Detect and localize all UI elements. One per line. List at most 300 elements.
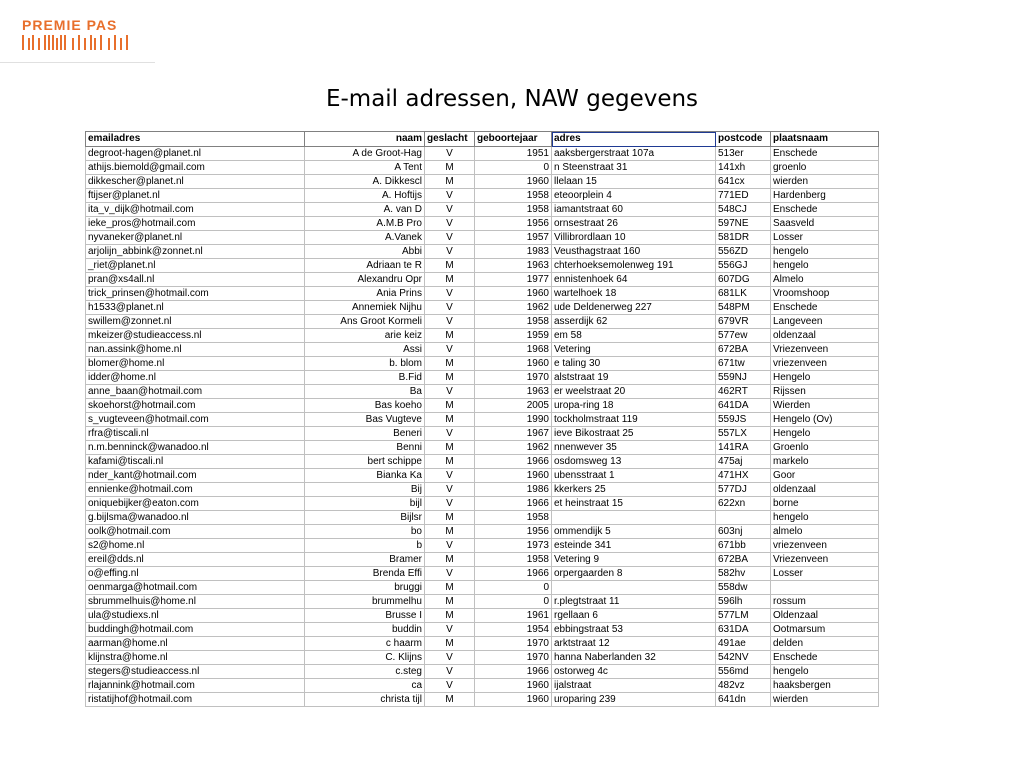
cell-adres[interactable]: ommendijk 5 bbox=[552, 525, 716, 539]
cell-plaatsnaam[interactable]: vriezenveen bbox=[771, 539, 879, 553]
cell-geboortejaar[interactable]: 1986 bbox=[475, 483, 552, 497]
cell-adres[interactable]: Vetering 9 bbox=[552, 553, 716, 567]
cell-geslacht[interactable]: M bbox=[425, 525, 475, 539]
table-row bbox=[86, 609, 879, 623]
cell-emailadres[interactable]: arjolijn_abbink@zonnet.nl bbox=[86, 245, 305, 259]
cell-postcode[interactable]: 577LM bbox=[716, 609, 771, 623]
cell-emailadres[interactable]: rlajannink@hotmail.com bbox=[86, 679, 305, 693]
cell-emailadres[interactable]: mkeizer@studieaccess.nl bbox=[86, 329, 305, 343]
cell-geslacht[interactable]: V bbox=[425, 203, 475, 217]
cell-emailadres[interactable]: blomer@home.nl bbox=[86, 357, 305, 371]
cell-adres[interactable]: alststraat 19 bbox=[552, 371, 716, 385]
cell-geslacht[interactable]: M bbox=[425, 175, 475, 189]
cell-emailadres[interactable]: buddingh@hotmail.com bbox=[86, 623, 305, 637]
cell-plaatsnaam[interactable]: Ootmarsum bbox=[771, 623, 879, 637]
cell-geboortejaar[interactable]: 1960 bbox=[475, 693, 552, 707]
cell-naam[interactable]: Alexandru Opr bbox=[305, 273, 425, 287]
cell-naam[interactable]: Bij bbox=[305, 483, 425, 497]
cell-geboortejaar[interactable]: 1962 bbox=[475, 441, 552, 455]
cell-emailadres[interactable]: g.bijlsma@wanadoo.nl bbox=[86, 511, 305, 525]
cell-geboortejaar[interactable]: 1973 bbox=[475, 539, 552, 553]
cell-adres[interactable]: et heinstraat 15 bbox=[552, 497, 716, 511]
cell-postcode[interactable]: 141xh bbox=[716, 161, 771, 175]
cell-adres[interactable]: ubensstraat 1 bbox=[552, 469, 716, 483]
cell-naam[interactable]: arie keiz bbox=[305, 329, 425, 343]
cell-plaatsnaam[interactable]: Groenlo bbox=[771, 441, 879, 455]
cell-geslacht[interactable]: V bbox=[425, 343, 475, 357]
slide-title: E-mail adressen, NAW gegevens bbox=[325, 86, 699, 112]
cell-adres[interactable]: hanna Naberlanden 32 bbox=[552, 651, 716, 665]
cell-emailadres[interactable]: oolk@hotmail.com bbox=[86, 525, 305, 539]
cell-geboortejaar[interactable]: 1970 bbox=[475, 637, 552, 651]
cell-postcode[interactable]: 513er bbox=[716, 147, 771, 161]
cell-postcode[interactable]: 475aj bbox=[716, 455, 771, 469]
cell-adres[interactable]: aaksbergerstraat 107a bbox=[552, 147, 716, 161]
cell-postcode[interactable]: 672BA bbox=[716, 553, 771, 567]
cell-geboortejaar[interactable]: 1970 bbox=[475, 651, 552, 665]
cell-plaatsnaam[interactable]: oldenzaal bbox=[771, 329, 879, 343]
cell-naam[interactable]: A.Vanek bbox=[305, 231, 425, 245]
cell-adres[interactable]: asserdijk 62 bbox=[552, 315, 716, 329]
cell-naam[interactable]: A Tent bbox=[305, 161, 425, 175]
table-row bbox=[86, 175, 879, 189]
cell-geboortejaar[interactable]: 1959 bbox=[475, 329, 552, 343]
cell-postcode[interactable]: 482vz bbox=[716, 679, 771, 693]
cell-emailadres[interactable]: idder@home.nl bbox=[86, 371, 305, 385]
cell-geslacht[interactable]: V bbox=[425, 497, 475, 511]
cell-emailadres[interactable]: oenmarga@hotmail.com bbox=[86, 581, 305, 595]
cell-emailadres[interactable]: o@effing.nl bbox=[86, 567, 305, 581]
cell-geslacht[interactable]: M bbox=[425, 413, 475, 427]
cell-emailadres[interactable]: nder_kant@hotmail.com bbox=[86, 469, 305, 483]
cell-adres[interactable]: Veusthagstraat 160 bbox=[552, 245, 716, 259]
cell-geslacht[interactable]: M bbox=[425, 259, 475, 273]
cell-geboortejaar[interactable]: 1963 bbox=[475, 385, 552, 399]
cell-geslacht[interactable]: M bbox=[425, 357, 475, 371]
cell-geboortejaar[interactable]: 1958 bbox=[475, 189, 552, 203]
cell-emailadres[interactable]: skoehorst@hotmail.com bbox=[86, 399, 305, 413]
cell-adres[interactable]: eteoorplein 4 bbox=[552, 189, 716, 203]
cell-plaatsnaam[interactable]: hengelo bbox=[771, 511, 879, 525]
cell-naam[interactable]: bruggi bbox=[305, 581, 425, 595]
cell-adres[interactable]: ornsestraat 26 bbox=[552, 217, 716, 231]
cell-adres[interactable]: orpergaarden 8 bbox=[552, 567, 716, 581]
cell-geslacht[interactable]: V bbox=[425, 483, 475, 497]
cell-postcode[interactable]: 542NV bbox=[716, 651, 771, 665]
cell-geboortejaar[interactable]: 1957 bbox=[475, 231, 552, 245]
cell-geboortejaar[interactable]: 1967 bbox=[475, 427, 552, 441]
cell-geboortejaar[interactable]: 1990 bbox=[475, 413, 552, 427]
cell-naam[interactable]: buddin bbox=[305, 623, 425, 637]
cell-naam[interactable]: c haarm bbox=[305, 637, 425, 651]
cell-emailadres[interactable]: anne_baan@hotmail.com bbox=[86, 385, 305, 399]
col-header-adres[interactable]: adres bbox=[552, 132, 716, 147]
cell-postcode[interactable]: 679VR bbox=[716, 315, 771, 329]
cell-naam[interactable]: A. van D bbox=[305, 203, 425, 217]
cell-adres[interactable]: ostorweg 4c bbox=[552, 665, 716, 679]
cell-plaatsnaam[interactable]: delden bbox=[771, 637, 879, 651]
cell-adres[interactable]: osdomsweg 13 bbox=[552, 455, 716, 469]
cell-geboortejaar[interactable]: 1966 bbox=[475, 497, 552, 511]
cell-adres[interactable]: ijalstraat bbox=[552, 679, 716, 693]
cell-plaatsnaam[interactable]: Hardenberg bbox=[771, 189, 879, 203]
cell-naam[interactable]: c.steg bbox=[305, 665, 425, 679]
cell-emailadres[interactable]: ita_v_dijk@hotmail.com bbox=[86, 203, 305, 217]
cell-emailadres[interactable]: trick_prinsen@hotmail.com bbox=[86, 287, 305, 301]
cell-emailadres[interactable]: _riet@planet.nl bbox=[86, 259, 305, 273]
cell-postcode[interactable]: 596lh bbox=[716, 595, 771, 609]
cell-emailadres[interactable]: nyvaneker@planet.nl bbox=[86, 231, 305, 245]
col-header-naam[interactable]: naam bbox=[305, 132, 425, 147]
cell-emailadres[interactable]: kafami@tiscali.nl bbox=[86, 455, 305, 469]
cell-adres[interactable]: er weelstraat 20 bbox=[552, 385, 716, 399]
cell-geboortejaar[interactable]: 0 bbox=[475, 595, 552, 609]
cell-naam[interactable]: Bas Vugteve bbox=[305, 413, 425, 427]
cell-plaatsnaam[interactable]: almelo bbox=[771, 525, 879, 539]
cell-geboortejaar[interactable]: 1960 bbox=[475, 469, 552, 483]
cell-postcode[interactable]: 641DA bbox=[716, 399, 771, 413]
cell-naam[interactable]: ca bbox=[305, 679, 425, 693]
cell-emailadres[interactable]: nan.assink@home.nl bbox=[86, 343, 305, 357]
cell-emailadres[interactable]: swillem@zonnet.nl bbox=[86, 315, 305, 329]
cell-geboortejaar[interactable]: 1966 bbox=[475, 455, 552, 469]
cell-postcode[interactable]: 471HX bbox=[716, 469, 771, 483]
cell-geslacht[interactable]: V bbox=[425, 287, 475, 301]
cell-geslacht[interactable]: M bbox=[425, 693, 475, 707]
cell-postcode[interactable]: 548CJ bbox=[716, 203, 771, 217]
table-row bbox=[86, 161, 879, 175]
cell-adres[interactable]: uropa-ring 18 bbox=[552, 399, 716, 413]
cell-geboortejaar[interactable]: 1968 bbox=[475, 343, 552, 357]
cell-emailadres[interactable]: ieke_pros@hotmail.com bbox=[86, 217, 305, 231]
cell-plaatsnaam[interactable]: Enschede bbox=[771, 301, 879, 315]
table-row bbox=[86, 455, 879, 469]
cell-geslacht[interactable]: M bbox=[425, 455, 475, 469]
cell-geslacht[interactable]: V bbox=[425, 217, 475, 231]
cell-adres[interactable]: r.plegtstraat 11 bbox=[552, 595, 716, 609]
cell-naam[interactable]: Bas koeho bbox=[305, 399, 425, 413]
cell-adres[interactable] bbox=[552, 511, 716, 525]
cell-plaatsnaam[interactable]: Oldenzaal bbox=[771, 609, 879, 623]
cell-geboortejaar[interactable]: 1954 bbox=[475, 623, 552, 637]
cell-adres[interactable]: arktstraat 12 bbox=[552, 637, 716, 651]
cell-naam[interactable]: Beneri bbox=[305, 427, 425, 441]
cell-plaatsnaam[interactable]: Vriezenveen bbox=[771, 343, 879, 357]
cell-naam[interactable]: B.Fid bbox=[305, 371, 425, 385]
cell-postcode[interactable]: 462RT bbox=[716, 385, 771, 399]
cell-naam[interactable]: b. blom bbox=[305, 357, 425, 371]
cell-emailadres[interactable]: n.m.benninck@wanadoo.nl bbox=[86, 441, 305, 455]
cell-postcode[interactable]: 577DJ bbox=[716, 483, 771, 497]
cell-geslacht[interactable]: M bbox=[425, 637, 475, 651]
cell-adres[interactable]: chterhoeksemolenweg 191 bbox=[552, 259, 716, 273]
cell-plaatsnaam[interactable]: hengelo bbox=[771, 665, 879, 679]
cell-postcode[interactable]: 491ae bbox=[716, 637, 771, 651]
cell-geslacht[interactable]: V bbox=[425, 385, 475, 399]
cell-geslacht[interactable]: M bbox=[425, 329, 475, 343]
cell-postcode[interactable]: 548PM bbox=[716, 301, 771, 315]
cell-adres[interactable] bbox=[552, 581, 716, 595]
cell-postcode[interactable]: 559NJ bbox=[716, 371, 771, 385]
cell-naam[interactable]: A.M.B Pro bbox=[305, 217, 425, 231]
cell-geslacht[interactable]: V bbox=[425, 651, 475, 665]
cell-geboortejaar[interactable]: 1970 bbox=[475, 371, 552, 385]
header-row bbox=[86, 132, 879, 147]
cell-geboortejaar[interactable]: 1966 bbox=[475, 665, 552, 679]
cell-adres[interactable]: nnenwever 35 bbox=[552, 441, 716, 455]
header-divider bbox=[0, 62, 155, 63]
cell-geboortejaar[interactable]: 1962 bbox=[475, 301, 552, 315]
cell-adres[interactable]: Villibrordlaan 10 bbox=[552, 231, 716, 245]
cell-postcode[interactable]: 641dn bbox=[716, 693, 771, 707]
cell-adres[interactable]: Vetering bbox=[552, 343, 716, 357]
cell-geslacht[interactable]: V bbox=[425, 189, 475, 203]
cell-plaatsnaam[interactable]: Vroomshoop bbox=[771, 287, 879, 301]
cell-geslacht[interactable]: V bbox=[425, 679, 475, 693]
cell-geslacht[interactable]: V bbox=[425, 539, 475, 553]
cell-geboortejaar[interactable]: 1983 bbox=[475, 245, 552, 259]
col-header-postcode[interactable]: postcode bbox=[716, 132, 771, 147]
cell-plaatsnaam[interactable]: Enschede bbox=[771, 147, 879, 161]
cell-naam[interactable]: Benni bbox=[305, 441, 425, 455]
cell-plaatsnaam[interactable]: Rijssen bbox=[771, 385, 879, 399]
cell-plaatsnaam[interactable]: haaksbergen bbox=[771, 679, 879, 693]
cell-naam[interactable]: Brusse I bbox=[305, 609, 425, 623]
col-header-emailadres[interactable]: emailadres bbox=[86, 132, 305, 147]
cell-geboortejaar[interactable]: 1956 bbox=[475, 217, 552, 231]
cell-geslacht[interactable]: V bbox=[425, 665, 475, 679]
cell-plaatsnaam[interactable]: rossum bbox=[771, 595, 879, 609]
cell-geslacht[interactable]: M bbox=[425, 273, 475, 287]
cell-adres[interactable]: ieve Bikostraat 25 bbox=[552, 427, 716, 441]
address-table bbox=[85, 131, 879, 707]
col-header-plaatsnaam[interactable]: plaatsnaam bbox=[771, 132, 879, 147]
cell-adres[interactable]: tockholmstraat 119 bbox=[552, 413, 716, 427]
col-header-geslacht[interactable]: geslacht bbox=[425, 132, 475, 147]
table-row bbox=[86, 385, 879, 399]
cell-postcode[interactable]: 681LK bbox=[716, 287, 771, 301]
cell-geslacht[interactable]: V bbox=[425, 427, 475, 441]
cell-plaatsnaam[interactable]: Vriezenveen bbox=[771, 553, 879, 567]
cell-naam[interactable]: A de Groot-Hag bbox=[305, 147, 425, 161]
cell-plaatsnaam[interactable]: markelo bbox=[771, 455, 879, 469]
cell-postcode[interactable]: 771ED bbox=[716, 189, 771, 203]
cell-naam[interactable]: Ania Prins bbox=[305, 287, 425, 301]
cell-geslacht[interactable]: M bbox=[425, 511, 475, 525]
cell-emailadres[interactable]: degroot-hagen@planet.nl bbox=[86, 147, 305, 161]
cell-plaatsnaam[interactable]: borne bbox=[771, 497, 879, 511]
cell-geslacht[interactable]: V bbox=[425, 469, 475, 483]
cell-geboortejaar[interactable]: 1963 bbox=[475, 259, 552, 273]
cell-postcode[interactable]: 597NE bbox=[716, 217, 771, 231]
cell-postcode[interactable]: 607DG bbox=[716, 273, 771, 287]
cell-postcode[interactable]: 603nj bbox=[716, 525, 771, 539]
table-row bbox=[86, 539, 879, 553]
cell-emailadres[interactable]: pran@xs4all.nl bbox=[86, 273, 305, 287]
cell-emailadres[interactable]: ula@studiexs.nl bbox=[86, 609, 305, 623]
cell-postcode[interactable] bbox=[716, 511, 771, 525]
cell-postcode[interactable]: 556md bbox=[716, 665, 771, 679]
cell-geboortejaar[interactable]: 0 bbox=[475, 161, 552, 175]
table-row bbox=[86, 371, 879, 385]
cell-emailadres[interactable]: ennienke@hotmail.com bbox=[86, 483, 305, 497]
cell-postcode[interactable]: 622xn bbox=[716, 497, 771, 511]
cell-geslacht[interactable]: M bbox=[425, 553, 475, 567]
cell-naam[interactable]: Annemiek Nijhu bbox=[305, 301, 425, 315]
cell-geslacht[interactable]: V bbox=[425, 301, 475, 315]
cell-adres[interactable]: kkerkers 25 bbox=[552, 483, 716, 497]
cell-postcode[interactable]: 631DA bbox=[716, 623, 771, 637]
cell-plaatsnaam[interactable]: wierden bbox=[771, 693, 879, 707]
cell-emailadres[interactable]: athijs.biemold@gmail.com bbox=[86, 161, 305, 175]
cell-plaatsnaam[interactable]: Enschede bbox=[771, 651, 879, 665]
cell-naam[interactable]: Abbi bbox=[305, 245, 425, 259]
cell-geboortejaar[interactable]: 1958 bbox=[475, 511, 552, 525]
cell-plaatsnaam[interactable]: Saasveld bbox=[771, 217, 879, 231]
logo-text: PREMIE PAS bbox=[22, 17, 118, 33]
cell-postcode[interactable]: 556GJ bbox=[716, 259, 771, 273]
cell-adres[interactable]: ude Deldenerweg 227 bbox=[552, 301, 716, 315]
cell-plaatsnaam[interactable]: Langeveen bbox=[771, 315, 879, 329]
cell-geboortejaar[interactable]: 1956 bbox=[475, 525, 552, 539]
cell-plaatsnaam[interactable]: groenlo bbox=[771, 161, 879, 175]
cell-geslacht[interactable]: M bbox=[425, 609, 475, 623]
cell-emailadres[interactable]: klijnstra@home.nl bbox=[86, 651, 305, 665]
cell-adres[interactable]: llelaan 15 bbox=[552, 175, 716, 189]
cell-emailadres[interactable]: stegers@studieaccess.nl bbox=[86, 665, 305, 679]
cell-naam[interactable]: christa tijl bbox=[305, 693, 425, 707]
cell-geboortejaar[interactable]: 0 bbox=[475, 581, 552, 595]
cell-naam[interactable]: Ba bbox=[305, 385, 425, 399]
cell-plaatsnaam[interactable]: Hengelo (Ov) bbox=[771, 413, 879, 427]
cell-naam[interactable]: Assi bbox=[305, 343, 425, 357]
cell-adres[interactable]: wartelhoek 18 bbox=[552, 287, 716, 301]
cell-naam[interactable]: Brenda Effi bbox=[305, 567, 425, 581]
cell-adres[interactable]: n Steenstraat 31 bbox=[552, 161, 716, 175]
cell-postcode[interactable]: 581DR bbox=[716, 231, 771, 245]
cell-geboortejaar[interactable]: 2005 bbox=[475, 399, 552, 413]
cell-emailadres[interactable]: rfra@tiscali.nl bbox=[86, 427, 305, 441]
cell-geboortejaar[interactable]: 1961 bbox=[475, 609, 552, 623]
cell-plaatsnaam[interactable]: Hengelo bbox=[771, 427, 879, 441]
cell-naam[interactable]: Bramer bbox=[305, 553, 425, 567]
cell-naam[interactable]: Adriaan te R bbox=[305, 259, 425, 273]
cell-plaatsnaam[interactable]: Goor bbox=[771, 469, 879, 483]
cell-emailadres[interactable]: ereil@dds.nl bbox=[86, 553, 305, 567]
cell-emailadres[interactable]: s2@home.nl bbox=[86, 539, 305, 553]
cell-geslacht[interactable]: V bbox=[425, 147, 475, 161]
cell-plaatsnaam[interactable]: wierden bbox=[771, 175, 879, 189]
cell-plaatsnaam[interactable]: Almelo bbox=[771, 273, 879, 287]
cell-plaatsnaam[interactable]: vriezenveen bbox=[771, 357, 879, 371]
cell-geboortejaar[interactable]: 1960 bbox=[475, 679, 552, 693]
cell-adres[interactable]: em 58 bbox=[552, 329, 716, 343]
cell-geboortejaar[interactable]: 1958 bbox=[475, 203, 552, 217]
cell-postcode[interactable]: 556ZD bbox=[716, 245, 771, 259]
cell-emailadres[interactable]: s_vugteveen@hotmail.com bbox=[86, 413, 305, 427]
cell-plaatsnaam[interactable]: Wierden bbox=[771, 399, 879, 413]
cell-emailadres[interactable]: aarman@home.nl bbox=[86, 637, 305, 651]
cell-emailadres[interactable]: ristatijhof@hotmail.com bbox=[86, 693, 305, 707]
cell-adres[interactable]: e taling 30 bbox=[552, 357, 716, 371]
cell-geslacht[interactable]: V bbox=[425, 231, 475, 245]
cell-geboortejaar[interactable]: 1960 bbox=[475, 175, 552, 189]
cell-postcode[interactable]: 672BA bbox=[716, 343, 771, 357]
cell-adres[interactable]: esteinde 341 bbox=[552, 539, 716, 553]
cell-naam[interactable]: C. Klijns bbox=[305, 651, 425, 665]
cell-geslacht[interactable]: M bbox=[425, 161, 475, 175]
cell-emailadres[interactable]: h1533@planet.nl bbox=[86, 301, 305, 315]
cell-geslacht[interactable]: V bbox=[425, 315, 475, 329]
cell-naam[interactable]: bijl bbox=[305, 497, 425, 511]
cell-plaatsnaam[interactable]: oldenzaal bbox=[771, 483, 879, 497]
cell-geslacht[interactable]: M bbox=[425, 371, 475, 385]
cell-geslacht[interactable]: V bbox=[425, 245, 475, 259]
cell-geboortejaar[interactable]: 1977 bbox=[475, 273, 552, 287]
cell-naam[interactable]: Bijlsr bbox=[305, 511, 425, 525]
cell-adres[interactable]: rgellaan 6 bbox=[552, 609, 716, 623]
cell-postcode[interactable]: 557LX bbox=[716, 427, 771, 441]
cell-emailadres[interactable]: oniquebijker@eaton.com bbox=[86, 497, 305, 511]
cell-plaatsnaam[interactable]: hengelo bbox=[771, 245, 879, 259]
cell-geboortejaar[interactable]: 1958 bbox=[475, 553, 552, 567]
cell-postcode[interactable]: 559JS bbox=[716, 413, 771, 427]
cell-geboortejaar[interactable]: 1958 bbox=[475, 315, 552, 329]
cell-emailadres[interactable]: dikkescher@planet.nl bbox=[86, 175, 305, 189]
cell-adres[interactable]: uroparing 239 bbox=[552, 693, 716, 707]
cell-geboortejaar[interactable]: 1960 bbox=[475, 357, 552, 371]
cell-geslacht[interactable]: M bbox=[425, 399, 475, 413]
cell-adres[interactable]: ebbingstraat 53 bbox=[552, 623, 716, 637]
cell-geslacht[interactable]: M bbox=[425, 595, 475, 609]
cell-postcode[interactable]: 577ew bbox=[716, 329, 771, 343]
cell-emailadres[interactable]: ftijser@planet.nl bbox=[86, 189, 305, 203]
cell-postcode[interactable]: 671tw bbox=[716, 357, 771, 371]
cell-geslacht[interactable]: M bbox=[425, 581, 475, 595]
cell-postcode[interactable]: 641cx bbox=[716, 175, 771, 189]
cell-geslacht[interactable]: V bbox=[425, 567, 475, 581]
cell-postcode[interactable]: 671bb bbox=[716, 539, 771, 553]
col-header-geboortejaar[interactable]: geboortejaar bbox=[475, 132, 552, 147]
cell-postcode[interactable]: 141RA bbox=[716, 441, 771, 455]
cell-geboortejaar[interactable]: 1966 bbox=[475, 567, 552, 581]
cell-naam[interactable]: A. Dikkescl bbox=[305, 175, 425, 189]
cell-postcode[interactable]: 582hv bbox=[716, 567, 771, 581]
cell-plaatsnaam[interactable]: Losser bbox=[771, 567, 879, 581]
cell-naam[interactable]: b bbox=[305, 539, 425, 553]
cell-plaatsnaam[interactable]: Hengelo bbox=[771, 371, 879, 385]
cell-naam[interactable]: bert schippe bbox=[305, 455, 425, 469]
cell-naam[interactable]: Ans Groot Kormeli bbox=[305, 315, 425, 329]
cell-plaatsnaam[interactable]: Enschede bbox=[771, 203, 879, 217]
cell-geslacht[interactable]: V bbox=[425, 623, 475, 637]
cell-naam[interactable]: brummelhu bbox=[305, 595, 425, 609]
cell-geslacht[interactable]: M bbox=[425, 441, 475, 455]
cell-emailadres[interactable]: sbrummelhuis@home.nl bbox=[86, 595, 305, 609]
cell-plaatsnaam[interactable]: hengelo bbox=[771, 259, 879, 273]
cell-adres[interactable]: iamantstraat 60 bbox=[552, 203, 716, 217]
cell-naam[interactable]: bo bbox=[305, 525, 425, 539]
cell-plaatsnaam[interactable]: Losser bbox=[771, 231, 879, 245]
cell-naam[interactable]: Bianka Ka bbox=[305, 469, 425, 483]
cell-naam[interactable]: A. Hoftijs bbox=[305, 189, 425, 203]
cell-geboortejaar[interactable]: 1960 bbox=[475, 287, 552, 301]
cell-adres[interactable]: ennistenhoek 64 bbox=[552, 273, 716, 287]
cell-postcode[interactable]: 558dw bbox=[716, 581, 771, 595]
cell-plaatsnaam[interactable] bbox=[771, 581, 879, 595]
cell-geboortejaar[interactable]: 1951 bbox=[475, 147, 552, 161]
table-row bbox=[86, 483, 879, 497]
